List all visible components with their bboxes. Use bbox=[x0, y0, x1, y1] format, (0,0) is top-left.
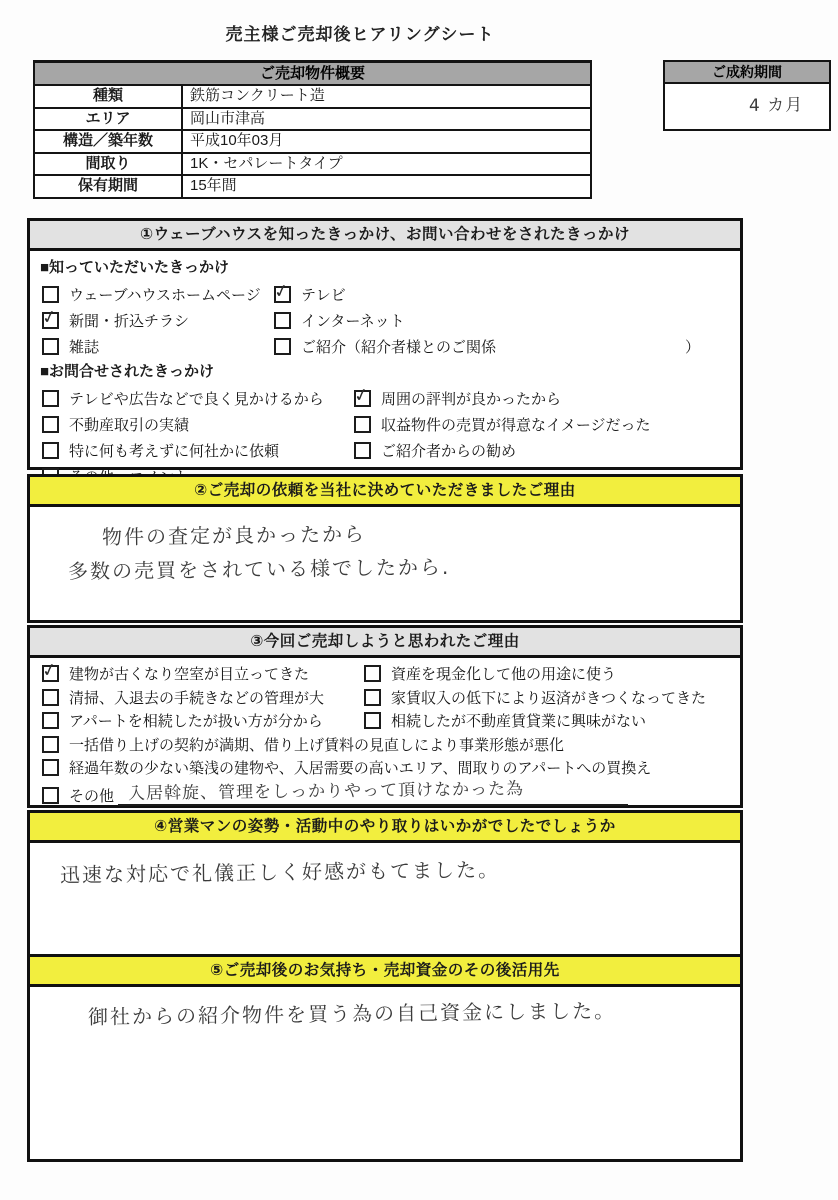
cell bbox=[40, 310, 272, 331]
checkbox-item-other[interactable] bbox=[40, 785, 114, 806]
checkbox-label: 不動産取引の実績 bbox=[69, 416, 190, 434]
checkbox-item-recommended-by-referrer[interactable] bbox=[352, 440, 516, 461]
handwritten-answer-line: 迅速な対応で礼儀正しく好感がもてました。 bbox=[59, 857, 501, 887]
contract-period-box bbox=[663, 60, 831, 131]
group-heading-know: ■知っていただいたきっかけ bbox=[40, 259, 230, 276]
table-row bbox=[35, 176, 590, 197]
checkbox-item-magazine[interactable] bbox=[40, 336, 272, 357]
section-1-body bbox=[30, 251, 740, 489]
cell bbox=[272, 284, 730, 305]
checkbox-item-homepage[interactable] bbox=[40, 284, 272, 305]
section-2-title: ②ご売却の依頼を当社に決めていただきましたご理由 bbox=[30, 477, 740, 507]
section-4-answer-area[interactable] bbox=[30, 843, 740, 888]
checkbox-row-other bbox=[40, 780, 730, 806]
checkbox-box[interactable] bbox=[42, 665, 59, 682]
section-1-title: ①ウェーブハウスを知ったきっかけ、お問い合わせをされたきっかけ bbox=[30, 221, 740, 251]
handwritten-answer-line: 多数の売買をされている様でしたから. bbox=[67, 554, 451, 584]
checkbox-row bbox=[40, 437, 730, 463]
section-4-title: ④営業マンの姿勢・活動中のやり取りはいかがでしたでしょうか bbox=[30, 813, 740, 843]
checkbox-item-tv[interactable] bbox=[272, 284, 346, 305]
checkbox-item-cash-for-other-use[interactable] bbox=[362, 663, 616, 684]
checkbox-box[interactable] bbox=[364, 712, 381, 729]
page-title: 売主様ご売却後ヒアリングシート bbox=[225, 25, 495, 44]
handwritten-answer-line: 御社からの紹介物件を買う為の自己資金にしました。 bbox=[87, 998, 617, 1029]
section-3-title: ③今回ご売却しようと思われたご理由 bbox=[30, 628, 740, 658]
checkbox-row bbox=[40, 662, 730, 686]
checkbox-label: 清掃、入退去の手続きなどの管理が大 bbox=[69, 689, 325, 707]
checkbox-box[interactable] bbox=[42, 286, 59, 303]
checkbox-label: ウェーブハウスホームページ bbox=[69, 286, 261, 304]
cell bbox=[352, 440, 730, 461]
handwritten-answer-line: 物件の査定が良かったから bbox=[101, 521, 367, 550]
checkbox-label: その他 bbox=[69, 787, 115, 805]
section-2-answer-area[interactable] bbox=[30, 507, 740, 589]
row-value-layout: 1K・セパレートタイプ bbox=[190, 154, 343, 172]
cell bbox=[40, 414, 352, 435]
section-2-why-chose-us bbox=[27, 474, 743, 623]
checkbox-label: インターネット bbox=[301, 312, 405, 330]
row-value-type: 鉄筋コンクリート造 bbox=[190, 87, 325, 104]
table-row bbox=[35, 154, 590, 177]
checkbox-label: テレビや広告などで良く見かけるから bbox=[69, 390, 324, 408]
checkbox-item-often-seen-ads[interactable] bbox=[40, 388, 352, 409]
checkbox-box[interactable] bbox=[274, 312, 291, 329]
checkbox-label: 周囲の評判が良かったから bbox=[381, 390, 562, 408]
checkbox-label: 新聞・折込チラシ bbox=[69, 312, 190, 330]
checkbox-row bbox=[40, 281, 730, 307]
checkbox-label: ご紹介（紹介者様とのご関係 bbox=[301, 338, 497, 356]
section-3-reason-for-selling bbox=[27, 625, 743, 808]
checkbox-item-management-burden[interactable] bbox=[40, 687, 362, 708]
group-heading-inquiry: ■お問合せされたきっかけ bbox=[40, 363, 215, 380]
row-value-structure-age: 平成10年03月 bbox=[190, 132, 284, 149]
checkbox-box[interactable] bbox=[364, 665, 381, 682]
checkbox-row bbox=[40, 686, 730, 710]
checkbox-label: アパートを相続したが扱い方が分から bbox=[69, 713, 323, 731]
row-label-holding-period: 保有期間 bbox=[35, 176, 183, 197]
checkbox-box[interactable] bbox=[42, 312, 59, 329]
referral-close-paren: ） bbox=[684, 338, 700, 356]
cell bbox=[40, 687, 362, 708]
cell bbox=[362, 710, 730, 731]
checkbox-item-referral[interactable] bbox=[272, 336, 496, 357]
table-row bbox=[35, 131, 590, 154]
checkbox-box[interactable] bbox=[354, 442, 371, 459]
checkbox-row bbox=[40, 411, 730, 437]
handwritten-other-answer: 入居斡旋、管理をしっかりやって頂けなかった為 bbox=[127, 778, 525, 804]
row-label-area: エリア bbox=[35, 109, 183, 130]
checkbox-item-rent-decline-repayment[interactable] bbox=[362, 687, 706, 708]
checkbox-box[interactable] bbox=[274, 338, 291, 355]
property-table-header: ご売却物件概要 bbox=[35, 63, 590, 86]
row-label-type: 種類 bbox=[35, 86, 183, 107]
cell bbox=[40, 710, 362, 731]
checkbox-box[interactable] bbox=[42, 416, 59, 433]
section-5-answer-area[interactable] bbox=[30, 987, 740, 1030]
section-3-body bbox=[30, 658, 740, 806]
contract-period-header: ご成約期間 bbox=[665, 62, 829, 84]
checkbox-label: ご紹介者からの勧め bbox=[381, 442, 517, 460]
checkbox-box[interactable] bbox=[42, 390, 59, 407]
checkbox-box[interactable] bbox=[42, 787, 59, 804]
checkbox-box[interactable] bbox=[42, 759, 59, 776]
checkbox-label: 家賃収入の低下により返済がきつくなってきた bbox=[391, 689, 707, 707]
checkbox-label: 建物が古くなり空室が目立ってきた bbox=[69, 666, 310, 684]
checkbox-item-buy-newer-property[interactable] bbox=[40, 757, 651, 778]
checkbox-item-internet[interactable] bbox=[272, 310, 405, 331]
cell bbox=[40, 284, 272, 305]
checkbox-box[interactable] bbox=[42, 712, 59, 729]
cell bbox=[40, 336, 272, 357]
checkbox-item-inherited-apartment-unsure[interactable] bbox=[40, 710, 362, 731]
row-label-structure-age: 構造／築年数 bbox=[35, 131, 183, 152]
cell bbox=[362, 687, 730, 708]
checkbox-row bbox=[40, 385, 730, 411]
checkbox-row bbox=[40, 333, 730, 359]
cell bbox=[272, 310, 730, 331]
checkbox-item-newspaper-flyer[interactable] bbox=[40, 310, 272, 331]
checkbox-label: 雑誌 bbox=[69, 338, 100, 356]
cell bbox=[40, 388, 352, 409]
checkbox-item-good-reputation[interactable] bbox=[352, 388, 561, 409]
cell bbox=[272, 336, 730, 357]
section-5-title: ⑤ご売却後のお気持ち・売却資金のその後活用先 bbox=[30, 957, 740, 987]
section-4-salesperson-feedback bbox=[27, 810, 743, 958]
table-row bbox=[35, 109, 590, 132]
checkbox-label: 一括借り上げの契約が満期、借り上げ賃料の見直しにより事業形態が悪化 bbox=[69, 736, 565, 754]
checkbox-box[interactable] bbox=[42, 736, 59, 753]
cell bbox=[362, 663, 730, 684]
checkbox-row bbox=[40, 307, 730, 333]
checkbox-label: 資産を現金化して他の用途に使う bbox=[391, 666, 617, 684]
section-1-how-you-found-us bbox=[27, 218, 743, 470]
checkbox-box[interactable] bbox=[42, 442, 59, 459]
checkbox-box[interactable] bbox=[354, 390, 371, 407]
table-row bbox=[35, 86, 590, 109]
checkbox-label: 経過年数の少ない築浅の建物や、入居需要の高いエリア、間取りのアパートへの買換え bbox=[69, 760, 652, 778]
checkbox-label: 特に何も考えずに何社かに依頼 bbox=[69, 442, 280, 460]
checkbox-box[interactable] bbox=[42, 689, 59, 706]
cell bbox=[40, 663, 362, 684]
handwritten-contract-period: 4 カ月 bbox=[748, 95, 804, 116]
checkbox-box[interactable] bbox=[364, 689, 381, 706]
contract-period-value bbox=[665, 84, 829, 129]
checkbox-item-good-at-income-property[interactable] bbox=[352, 414, 651, 435]
checkbox-box[interactable] bbox=[274, 286, 291, 303]
checkbox-item-asked-several-companies[interactable] bbox=[40, 440, 352, 461]
checkbox-item-master-lease-expired[interactable] bbox=[40, 734, 564, 755]
checkbox-label: テレビ bbox=[301, 286, 346, 304]
row-value-holding-period: 15年間 bbox=[190, 177, 237, 194]
cell bbox=[352, 388, 730, 409]
checkbox-label: 収益物件の売買が得意なイメージだった bbox=[381, 416, 651, 434]
checkbox-box[interactable] bbox=[42, 338, 59, 355]
checkbox-row bbox=[40, 709, 730, 733]
checkbox-box[interactable] bbox=[354, 416, 371, 433]
checkbox-item-building-old-vacancy[interactable] bbox=[40, 663, 362, 684]
checkbox-item-transaction-record[interactable] bbox=[40, 414, 352, 435]
checkbox-item-inherited-no-interest[interactable] bbox=[362, 710, 646, 731]
other-answer-line[interactable] bbox=[118, 779, 628, 806]
row-label-layout: 間取り bbox=[35, 154, 183, 175]
checkbox-row bbox=[40, 733, 730, 757]
cell bbox=[352, 414, 730, 435]
cell bbox=[40, 440, 352, 461]
row-value-area: 岡山市津高 bbox=[190, 109, 266, 127]
property-overview-table bbox=[33, 60, 592, 199]
section-5-funds-usage bbox=[27, 954, 743, 1162]
checkbox-label: 相続したが不動産賃貸業に興味がない bbox=[391, 713, 647, 731]
